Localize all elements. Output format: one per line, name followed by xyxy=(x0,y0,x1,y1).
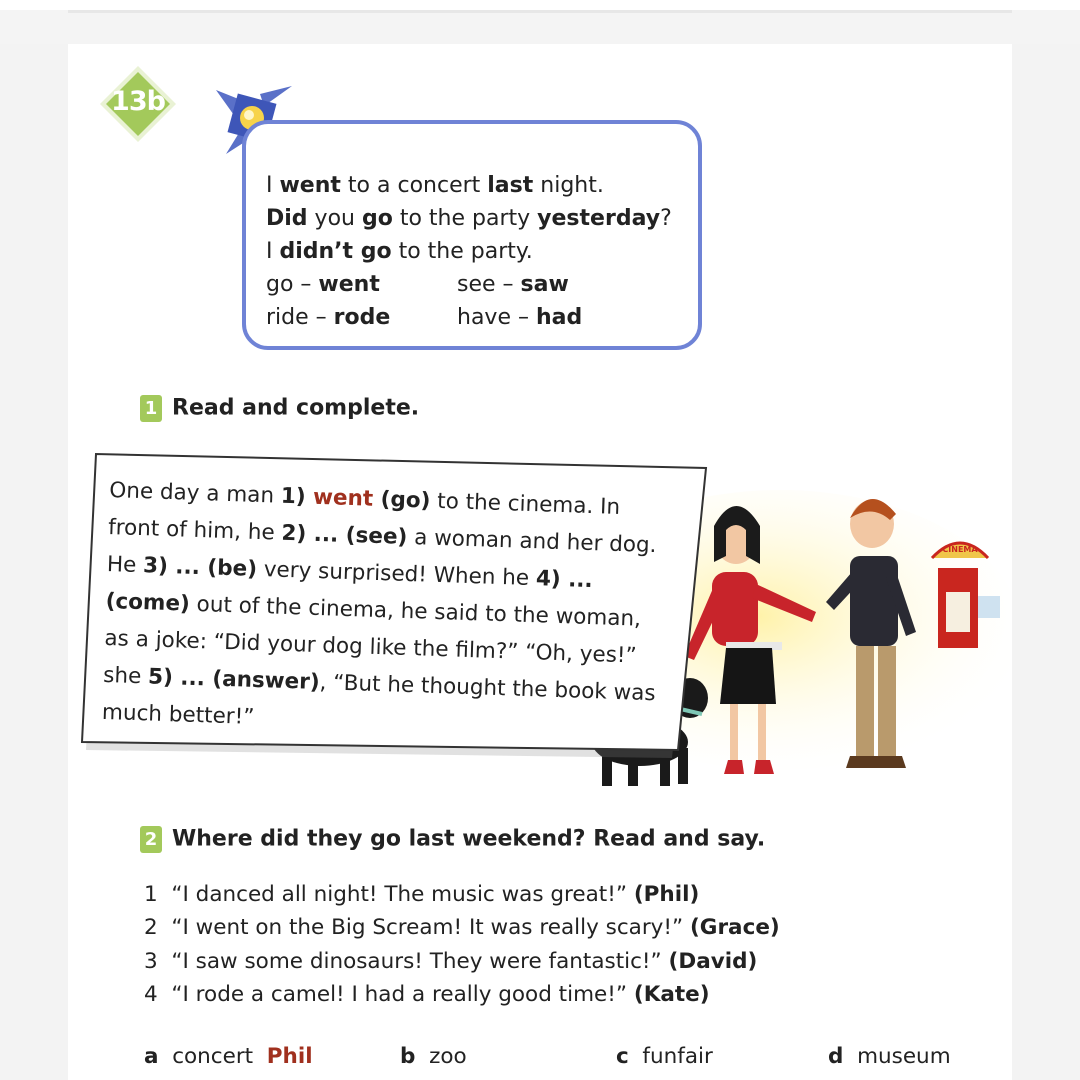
list-item: 1 “I danced all night! The music was great!” (Phil) xyxy=(144,882,700,907)
previous-page-edge xyxy=(68,0,1012,13)
story-text: One day a man 1) went (go) to the cinema. In front of him, he 2) ... (see) a woman and her dog. He 3) ... (be) very surprised! When he 4) ... (come) out of the cinema, he said to the woman, as a joke: “Did your dog like the film?” “Oh, yes!” she 5) ... (answer), “But he thought the book was much better!” xyxy=(101,477,657,730)
option-c: c funfair xyxy=(616,1044,713,1069)
exercise-number: 1 xyxy=(140,395,162,422)
verb-pair: go – went xyxy=(266,272,380,297)
option-b: b zoo xyxy=(400,1044,467,1069)
grammar-line-3: I didn’t go to the party. xyxy=(266,239,533,264)
list-item: 4 “I rode a camel! I had a really good time!” (Kate) xyxy=(144,982,710,1007)
answer-word: went xyxy=(305,484,374,512)
exercise-2-heading: 2 Where did they go last weekend? Read and say. xyxy=(140,826,765,853)
right-margin xyxy=(1012,10,1080,1080)
list-item: 3 “I saw some dinosaurs! They were fantastic!” (David) xyxy=(144,949,758,974)
option-a: a concert Phil xyxy=(144,1044,313,1069)
exercise-1-heading: 1 Read and complete. xyxy=(140,395,419,422)
option-d: d museum xyxy=(828,1044,951,1069)
exercise-number: 2 xyxy=(140,826,162,853)
grammar-line-2: Did you go to the party yesterday? xyxy=(266,206,672,231)
verb-pair: ride – rode xyxy=(266,305,391,330)
cinema-sign: CINEMA xyxy=(942,545,978,554)
grammar-line-1: I went to a concert last night. xyxy=(266,173,604,198)
list-item: 2 “I went on the Big Scream! It was really scary!” (Grace) xyxy=(144,915,780,940)
verb-pair: see – saw xyxy=(457,272,569,297)
lesson-number: 13b xyxy=(111,86,165,117)
left-margin xyxy=(0,10,68,1080)
verb-pair: have – had xyxy=(457,305,583,330)
page-gap xyxy=(0,10,1080,44)
